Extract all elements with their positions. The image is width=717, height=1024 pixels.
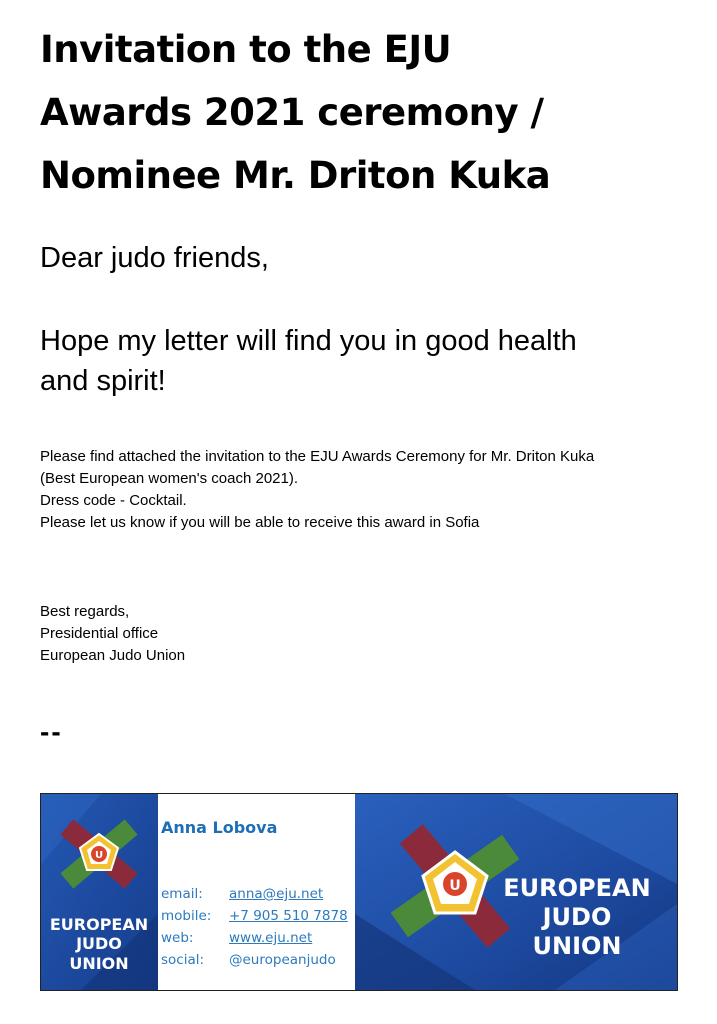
contact-social-row (161, 952, 336, 968)
logo-left-line: EUROPEAN (49, 915, 149, 934)
subject-line: Awards 2021 ceremony / (40, 91, 544, 134)
subject-line: Nominee Mr. Driton Kuka (40, 154, 551, 197)
signature-banner (40, 793, 678, 991)
body-line: (Best European women's coach 2021). (40, 470, 299, 487)
logo-right-line: UNION (532, 932, 622, 960)
closing-line: Presidential office (40, 625, 159, 642)
email-subject (40, 18, 690, 207)
intro-line: Hope my letter will find you in good health (40, 325, 577, 357)
greeting (40, 238, 269, 278)
logo-left-line: JUDO (76, 934, 122, 953)
eju-logo-left (41, 794, 158, 990)
email-link[interactable]: anna@eju.net (229, 886, 324, 902)
body-line: Dress code - Cocktail. (40, 492, 187, 509)
closing-line: European Judo Union (40, 647, 186, 664)
body-line: Please let us know if you will be able to receive this award in Sofia (40, 514, 480, 531)
contact-email-row (161, 886, 323, 902)
eju-logo-right (355, 794, 677, 990)
logo-right-line: JUDO (542, 903, 612, 931)
logo-mark: U (449, 878, 461, 894)
signature-separator: -- (40, 716, 63, 747)
contact-label: web: (161, 930, 194, 946)
contact-label: email: (161, 886, 203, 902)
contact-label: mobile: (161, 908, 212, 924)
website-link[interactable]: www.eju.net (229, 930, 313, 946)
contact-card (158, 794, 355, 990)
subject-line: Invitation to the EJU (40, 28, 452, 71)
phone-link[interactable]: +7 905 510 7878 (229, 908, 348, 924)
contact-label: social: (161, 952, 205, 968)
social-handle: @europeanjudo (229, 952, 336, 968)
closing-line: Best regards, (40, 603, 130, 620)
contact-web-row (161, 930, 312, 946)
closing-block (40, 601, 680, 667)
intro-paragraph (40, 321, 577, 401)
intro-line: and spirit! (40, 365, 166, 397)
logo-left-line: UNION (69, 954, 129, 973)
greeting-text: Dear judo friends, (40, 242, 269, 274)
logo-mark: U (94, 850, 104, 861)
body-paragraph (40, 446, 680, 534)
logo-right-line: EUROPEAN (503, 874, 651, 902)
contact-mobile-row (161, 908, 348, 924)
sender-name: Anna Lobova (161, 818, 278, 837)
body-line: Please find attached the invitation to the EJU Awards Ceremony for Mr. Driton Kuka (40, 448, 595, 465)
